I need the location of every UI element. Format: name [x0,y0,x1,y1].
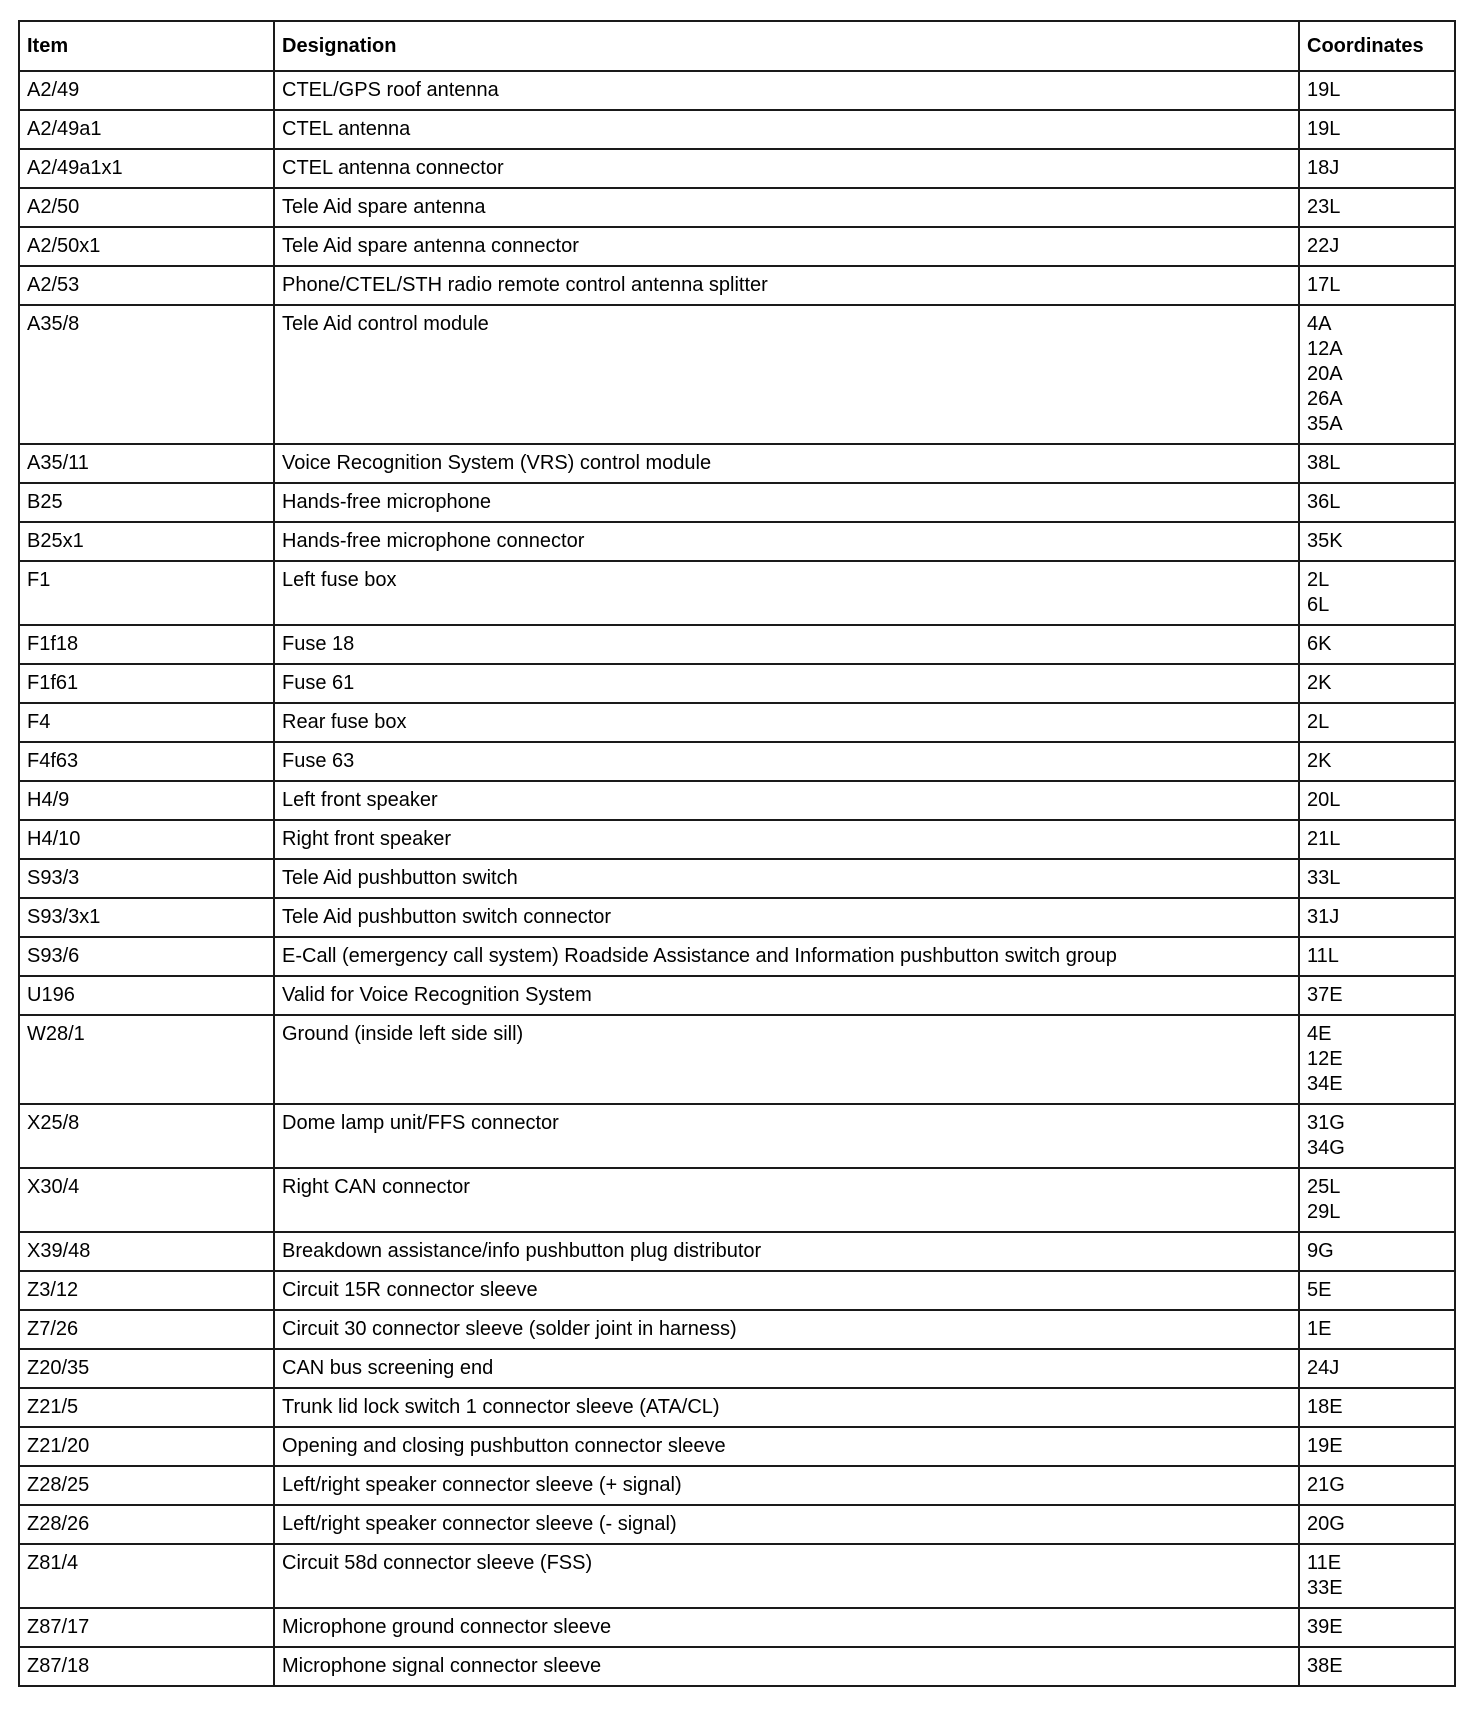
table-row [19,1388,1455,1427]
coordinates-cell [1299,625,1455,664]
coordinates-cell [1299,1232,1455,1271]
coordinate-value: 2K [1307,750,1332,772]
item-cell: Z3/12 [19,1271,274,1310]
coordinate-value: 20L [1307,789,1341,811]
designation-cell: CAN bus screening end [274,1349,1299,1388]
designation-cell: Rear fuse box [274,703,1299,742]
item-cell: Z87/17 [19,1608,274,1647]
column-header-item: Item [19,21,274,71]
table-row [19,1544,1455,1608]
item-cell: B25x1 [19,522,274,561]
coordinates-cell [1299,444,1455,483]
coordinate-value: 6K [1307,633,1332,655]
coordinates-cell [1299,1505,1455,1544]
item-cell: F1f18 [19,625,274,664]
table-row [19,110,1455,149]
coordinate-value: 35A [1307,413,1343,435]
table-row [19,1427,1455,1466]
table-row [19,703,1455,742]
coordinates-cell [1299,227,1455,266]
coordinate-value: 19E [1307,1435,1343,1457]
designation-cell: Tele Aid control module [274,305,1299,444]
designation-cell: Breakdown assistance/info pushbutton plug distributor [274,1232,1299,1271]
coordinate-value: 38E [1307,1655,1343,1677]
coordinate-value: 21L [1307,828,1341,850]
designation-cell: Fuse 61 [274,664,1299,703]
designation-cell: Microphone ground connector sleeve [274,1608,1299,1647]
coordinate-value: 18J [1307,157,1340,179]
designation-cell: Fuse 18 [274,625,1299,664]
coordinate-value: 20A [1307,363,1343,385]
designation-cell: Right CAN connector [274,1168,1299,1232]
coordinate-value: 20G [1307,1513,1345,1535]
coordinates-cell [1299,188,1455,227]
coordinates-cell [1299,1647,1455,1686]
coordinates-cell [1299,1168,1455,1232]
coordinates-cell [1299,1310,1455,1349]
table-row [19,1647,1455,1686]
coordinates-cell [1299,522,1455,561]
table-row [19,937,1455,976]
coordinate-value: 35K [1307,530,1343,552]
coordinate-value: 1E [1307,1318,1332,1340]
coordinate-value: 25L [1307,1176,1341,1198]
coordinate-value: 19L [1307,79,1341,101]
item-cell: Z81/4 [19,1544,274,1608]
coordinate-value: 29L [1307,1201,1341,1223]
item-cell: X25/8 [19,1104,274,1168]
coordinates-cell [1299,1427,1455,1466]
designation-cell: Fuse 63 [274,742,1299,781]
designation-cell: CTEL antenna [274,110,1299,149]
table-row [19,305,1455,444]
coordinates-cell [1299,71,1455,110]
coordinates-cell [1299,703,1455,742]
designation-cell: Circuit 30 connector sleeve (solder joint in harness) [274,1310,1299,1349]
coordinates-cell [1299,1388,1455,1427]
coordinates-cell [1299,1466,1455,1505]
coordinates-cell [1299,820,1455,859]
designation-cell: Left front speaker [274,781,1299,820]
coordinate-value: 34E [1307,1073,1343,1095]
item-cell: Z21/20 [19,1427,274,1466]
column-header-designation: Designation [274,21,1299,71]
designation-cell: Trunk lid lock switch 1 connector sleeve (ATA/CL) [274,1388,1299,1427]
table-row [19,820,1455,859]
designation-cell: Voice Recognition System (VRS) control module [274,444,1299,483]
header-row [19,21,1455,71]
item-cell: Z7/26 [19,1310,274,1349]
designation-cell: Left/right speaker connector sleeve (- signal) [274,1505,1299,1544]
coordinate-value: 17L [1307,274,1341,296]
designation-cell: Circuit 58d connector sleeve (FSS) [274,1544,1299,1608]
coordinate-value: 2L [1307,569,1330,591]
item-cell: Z21/5 [19,1388,274,1427]
table-row [19,227,1455,266]
table-row [19,781,1455,820]
coordinates-cell [1299,305,1455,444]
coordinate-value: 12E [1307,1048,1343,1070]
item-cell: A2/49a1 [19,110,274,149]
coordinate-value: 2K [1307,672,1332,694]
item-cell: X39/48 [19,1232,274,1271]
coordinates-cell [1299,1544,1455,1608]
coordinates-cell [1299,1608,1455,1647]
designation-cell: Right front speaker [274,820,1299,859]
item-cell: S93/3x1 [19,898,274,937]
item-cell: F1 [19,561,274,625]
coordinates-cell [1299,937,1455,976]
component-legend-table [18,20,1456,1687]
table-row [19,1168,1455,1232]
table-row [19,444,1455,483]
table-row [19,664,1455,703]
designation-cell: Dome lamp unit/FFS connector [274,1104,1299,1168]
coordinate-value: 22J [1307,235,1340,257]
item-cell: S93/6 [19,937,274,976]
component-legend-sheet [18,20,1454,1687]
designation-cell: Microphone signal connector sleeve [274,1647,1299,1686]
coordinates-cell [1299,1349,1455,1388]
coordinates-cell [1299,664,1455,703]
designation-cell: Valid for Voice Recognition System [274,976,1299,1015]
designation-cell: Tele Aid pushbutton switch [274,859,1299,898]
coordinate-value: 2L [1307,711,1330,733]
coordinate-value: 38L [1307,452,1341,474]
item-cell: Z28/25 [19,1466,274,1505]
table-row [19,1232,1455,1271]
designation-cell: CTEL/GPS roof antenna [274,71,1299,110]
table-row [19,1349,1455,1388]
coordinate-value: 33E [1307,1577,1343,1599]
coordinate-value: 21G [1307,1474,1345,1496]
table-row [19,859,1455,898]
coordinates-cell [1299,1271,1455,1310]
designation-cell: Tele Aid spare antenna [274,188,1299,227]
coordinate-value: 12A [1307,338,1343,360]
coordinate-value: 31G [1307,1112,1345,1134]
designation-cell: Ground (inside left side sill) [274,1015,1299,1104]
table-row [19,625,1455,664]
item-cell: B25 [19,483,274,522]
table-row [19,266,1455,305]
item-cell: F1f61 [19,664,274,703]
item-cell: Z87/18 [19,1647,274,1686]
coordinate-value: 36L [1307,491,1341,513]
designation-cell: Tele Aid spare antenna connector [274,227,1299,266]
table-row [19,976,1455,1015]
designation-cell: Tele Aid pushbutton switch connector [274,898,1299,937]
item-cell: A2/49a1x1 [19,149,274,188]
table-row [19,742,1455,781]
coordinates-cell [1299,976,1455,1015]
item-cell: A2/53 [19,266,274,305]
coordinate-value: 11E [1307,1552,1342,1574]
designation-cell: Left fuse box [274,561,1299,625]
coordinates-cell [1299,149,1455,188]
coordinates-cell [1299,561,1455,625]
coordinate-value: 19L [1307,118,1341,140]
designation-cell: Left/right speaker connector sleeve (+ signal) [274,1466,1299,1505]
designation-cell: E-Call (emergency call system) Roadside Assistance and Information pushbutton switch group [274,937,1299,976]
item-cell: A2/49 [19,71,274,110]
item-cell: F4 [19,703,274,742]
coordinate-value: 39E [1307,1616,1343,1638]
table-row [19,1466,1455,1505]
coordinate-value: 37E [1307,984,1343,1006]
table-row [19,1271,1455,1310]
item-cell: A2/50x1 [19,227,274,266]
table-row [19,1104,1455,1168]
table-row [19,149,1455,188]
coordinates-cell [1299,266,1455,305]
item-cell: U196 [19,976,274,1015]
coordinate-value: 31J [1307,906,1340,928]
item-cell: Z28/26 [19,1505,274,1544]
table-row [19,188,1455,227]
table-row [19,1505,1455,1544]
table-row [19,483,1455,522]
table-row [19,1310,1455,1349]
item-cell: W28/1 [19,1015,274,1104]
coordinate-value: 9G [1307,1240,1334,1262]
coordinate-value: 4A [1307,313,1332,335]
coordinate-value: 34G [1307,1137,1345,1159]
coordinates-cell [1299,898,1455,937]
item-cell: A35/11 [19,444,274,483]
item-cell: Z20/35 [19,1349,274,1388]
column-header-coordinates: Coordinates [1299,21,1455,71]
item-cell: A2/50 [19,188,274,227]
coordinates-cell [1299,781,1455,820]
table-row [19,1015,1455,1104]
item-cell: H4/10 [19,820,274,859]
designation-cell: Circuit 15R connector sleeve [274,1271,1299,1310]
item-cell: A35/8 [19,305,274,444]
designation-cell: CTEL antenna connector [274,149,1299,188]
coordinate-value: 4E [1307,1023,1332,1045]
coordinates-cell [1299,1104,1455,1168]
coordinate-value: 23L [1307,196,1341,218]
coordinates-cell [1299,742,1455,781]
designation-cell: Phone/CTEL/STH radio remote control antenna splitter [274,266,1299,305]
coordinate-value: 24J [1307,1357,1340,1379]
designation-cell: Hands-free microphone [274,483,1299,522]
item-cell: S93/3 [19,859,274,898]
coordinate-value: 5E [1307,1279,1332,1301]
item-cell: F4f63 [19,742,274,781]
table-body [19,71,1455,1686]
coordinate-value: 11L [1307,945,1339,967]
table-row [19,898,1455,937]
table-row [19,522,1455,561]
coordinates-cell [1299,859,1455,898]
coordinates-cell [1299,1015,1455,1104]
table-row [19,1608,1455,1647]
coordinates-cell [1299,110,1455,149]
table-row [19,561,1455,625]
table-row [19,71,1455,110]
coordinate-value: 6L [1307,594,1330,616]
coordinate-value: 33L [1307,867,1341,889]
coordinate-value: 26A [1307,388,1343,410]
item-cell: H4/9 [19,781,274,820]
designation-cell: Hands-free microphone connector [274,522,1299,561]
item-cell: X30/4 [19,1168,274,1232]
coordinates-cell [1299,483,1455,522]
coordinate-value: 18E [1307,1396,1343,1418]
designation-cell: Opening and closing pushbutton connector sleeve [274,1427,1299,1466]
